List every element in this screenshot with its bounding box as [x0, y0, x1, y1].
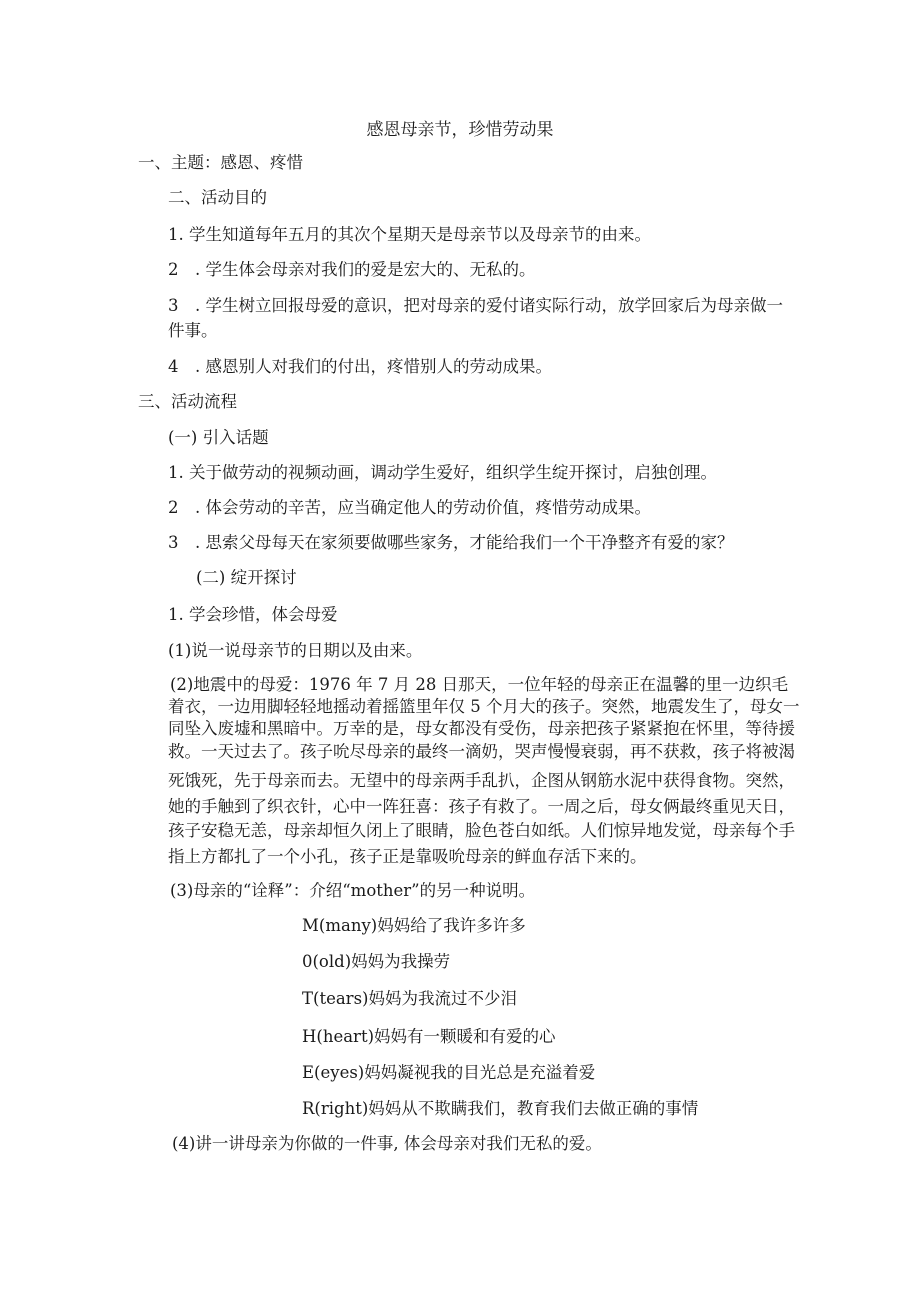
earthquake-story-line-2: 着衣，一边用脚轻轻地摇动着摇篮里年仅 5 个月大的孩子。突然，地震发生了，母女一 [168, 697, 800, 716]
purpose-item-4: 4 . 感恩别人对我们的付出，疼惜别人的劳动成果。 [168, 357, 552, 376]
earthquake-story-line-7: 孩子安稳无恙，母亲却恒久闭上了眼睛，脸色苍白如纸。人们惊异地发觉，母亲每个手 [168, 821, 795, 840]
purpose-item-1: 1. 学生知道每年五月的其次个星期天是母亲节以及母亲节的由来。 [168, 225, 651, 244]
mother-acrostic-o: 0(old)妈妈为我操劳 [302, 952, 451, 971]
mother-acrostic-t: T(tears)妈妈为我流过不少泪 [302, 989, 517, 1008]
intro-item-1: 1. 关于做劳动的视频动画，调动学生爱好，组织学生绽开探讨，启独创理。 [168, 463, 717, 482]
section-heading-purpose: 二、活动目的 [168, 188, 267, 207]
earthquake-story-line-5: 死饿死，先于母亲而去。无望中的母亲两手乱扒，企图从钢筋水泥中获得食物。突然， [168, 771, 795, 790]
earthquake-story-line-4: 救。一天过去了。孩子吮尽母亲的最终一滴奶，哭声慢慢衰弱，再不获救，孩子将被渴 [168, 742, 795, 761]
discussion-item-1: 1. 学会珍惜，体会母爱 [168, 605, 338, 624]
purpose-item-2: 2 . 学生体会母亲对我们的爱是宏大的、无私的。 [168, 260, 536, 279]
mother-acrostic-h: H(heart)妈妈有一颗暖和有爱的心 [302, 1027, 556, 1046]
mother-acrostic-r: R(right)妈妈从不欺瞒我们，教育我们去做正确的事情 [302, 1099, 699, 1118]
purpose-item-3: 3 . 学生树立回报母爱的意识，把对母亲的爱付诸实际行动，放学回家后为母亲做一 [168, 296, 783, 315]
earthquake-story-line-8: 指上方都扎了一个小孔，孩子正是靠吸吮母亲的鲜血存活下来的。 [168, 847, 647, 866]
mother-acrostic-m: M(many)妈妈给了我许多许多 [302, 916, 526, 935]
document-title: 感恩母亲节，珍惜劳动果 [366, 120, 554, 140]
subsection-heading-intro: (一) 引入话题 [168, 428, 269, 447]
intro-item-2: 2 . 体会劳动的辛苦，应当确定他人的劳动价值，疼惜劳动成果。 [168, 498, 651, 517]
mother-acrostic-e: E(eyes)妈妈凝视我的目光总是充溢着爱 [302, 1063, 596, 1082]
question-4: (4)讲一讲母亲为你做的一件事, 体会母亲对我们无私的爱。 [172, 1134, 602, 1153]
section-heading-theme: 一、主题：感恩、疼惜 [138, 153, 303, 172]
section-heading-process: 三、活动流程 [138, 392, 237, 411]
subsection-heading-discussion: (二) 绽开探讨 [196, 568, 297, 587]
earthquake-story-line-1: (2)地震中的母爱：1976 年 7 月 28 日那天，一位年轻的母亲正在温馨的里一边织毛 [170, 675, 789, 694]
question-3: (3)母亲的“诠释”：介绍“mother”的另一种说明。 [170, 881, 536, 900]
earthquake-story-line-6: 她的手触到了织衣针，心中一阵狂喜：孩子有救了。一周之后，母女俩最终重见天日， [168, 797, 795, 816]
purpose-item-3-cont: 件事。 [168, 321, 218, 340]
question-1: (1)说一说母亲节的日期以及由来。 [168, 641, 423, 660]
intro-item-3: 3 . 思索父母每天在家须要做哪些家务，才能给我们一个干净整齐有爱的家？ [168, 533, 734, 552]
earthquake-story-line-3: 同坠入废墟和黑暗中。万幸的是，母女都没有受伤，母亲把孩子紧紧抱在怀里，等待援 [168, 719, 795, 738]
